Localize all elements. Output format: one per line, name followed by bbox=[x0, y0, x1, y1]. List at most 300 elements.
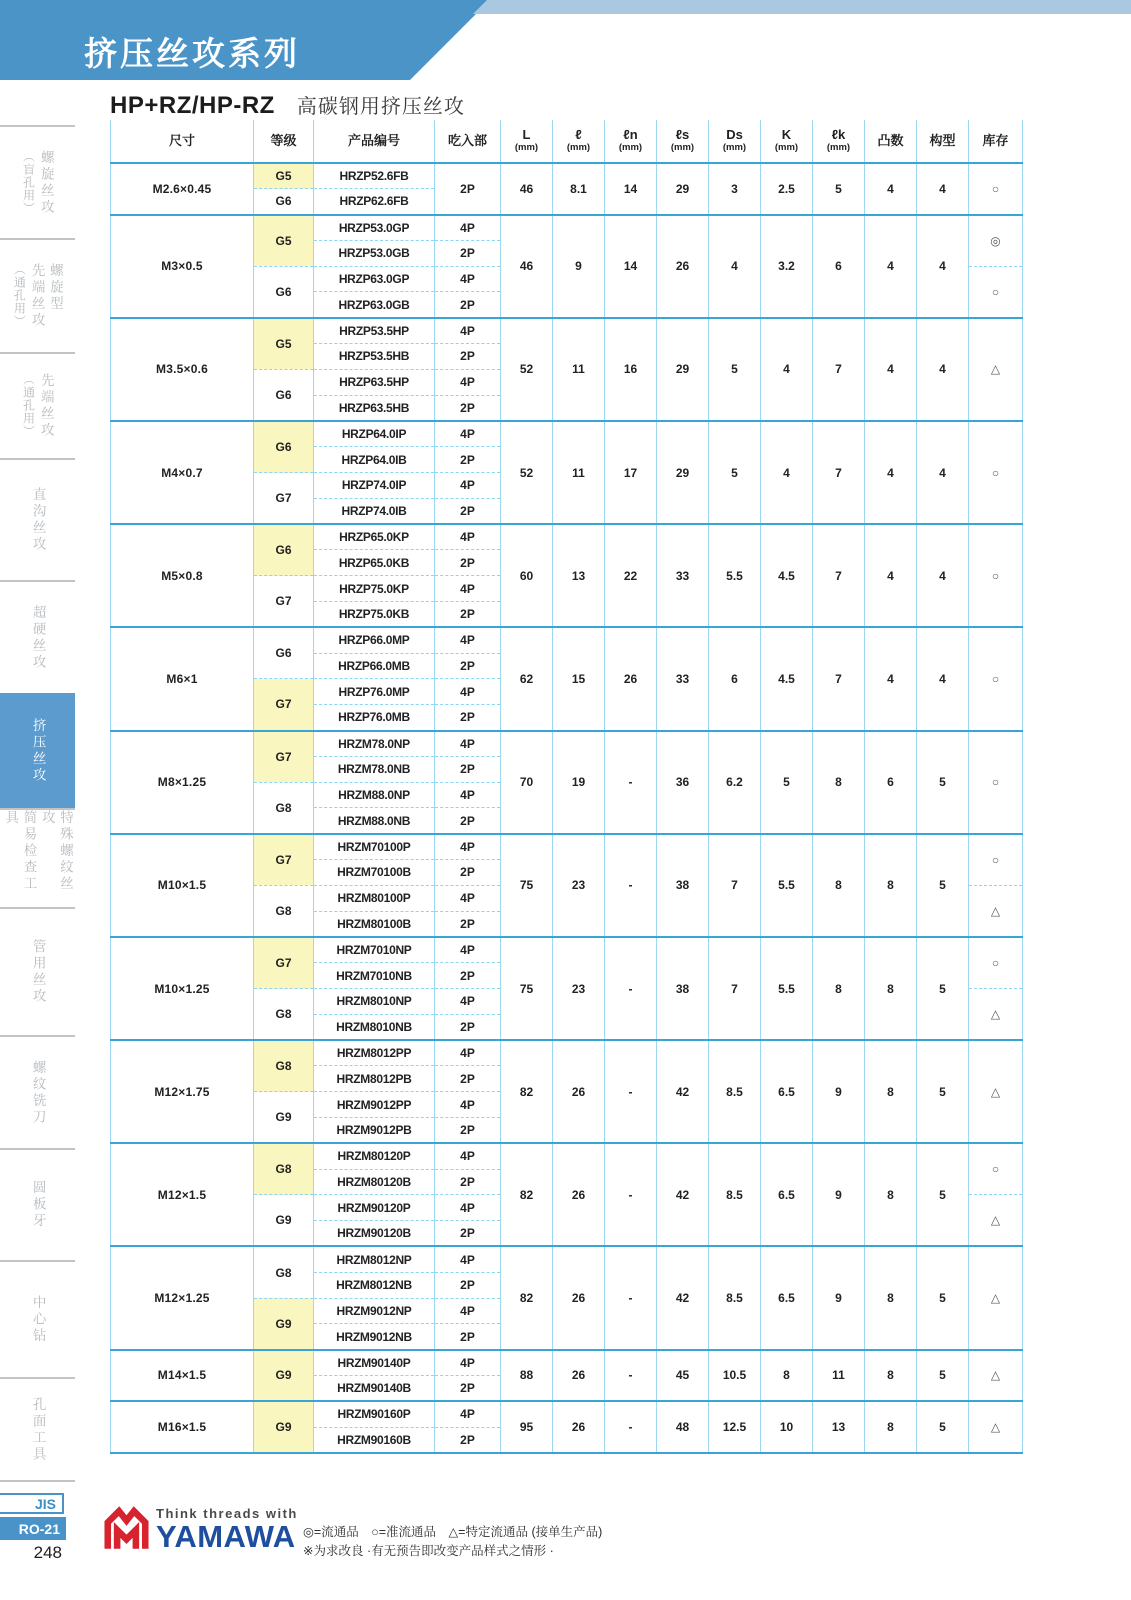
sidebar-label-column: 直沟丝攻 bbox=[30, 487, 46, 553]
stock-cell: ○ bbox=[969, 627, 1023, 730]
size-group bbox=[111, 524, 1023, 627]
value-cell-3: 29 bbox=[657, 318, 709, 421]
size-group bbox=[111, 318, 1023, 421]
sidebar-item-9 bbox=[0, 1148, 75, 1260]
value-cell-7: 8 bbox=[865, 1040, 917, 1143]
chamfer-cell: 4P bbox=[435, 1040, 501, 1066]
grade-cell: G9 bbox=[254, 1092, 314, 1144]
product-code-cell: HRZP63.0GP bbox=[314, 266, 435, 292]
product-code-cell: HRZP63.5HP bbox=[314, 369, 435, 395]
chamfer-cell: 2P bbox=[435, 1427, 501, 1453]
grade-cell: G5 bbox=[254, 318, 314, 370]
product-code-cell: HRZM80120P bbox=[314, 1143, 435, 1169]
grade-cell: G8 bbox=[254, 1143, 314, 1195]
value-cell-2: - bbox=[605, 731, 657, 834]
sidebar-item-label bbox=[28, 605, 46, 671]
value-cell-5: 5 bbox=[761, 731, 813, 834]
product-code-cell: HRZP75.0KP bbox=[314, 576, 435, 602]
stock-cell: ○ bbox=[969, 834, 1023, 886]
product-code-cell: HRZM90120B bbox=[314, 1221, 435, 1247]
col-header-2 bbox=[314, 120, 435, 163]
value-cell-4: 8.5 bbox=[709, 1246, 761, 1349]
col-header-6 bbox=[605, 120, 657, 163]
value-cell-5: 6.5 bbox=[761, 1040, 813, 1143]
value-cell-4: 12.5 bbox=[709, 1401, 761, 1453]
size-group bbox=[111, 1246, 1023, 1349]
stock-cell: ○ bbox=[969, 731, 1023, 834]
value-cell-6: 8 bbox=[813, 731, 865, 834]
sidebar-item-label bbox=[28, 1295, 46, 1345]
product-code-cell: HRZM9012NB bbox=[314, 1324, 435, 1350]
sidebar-item-label bbox=[20, 150, 54, 216]
value-cell-1: 23 bbox=[553, 937, 605, 1040]
chamfer-cell: 2P bbox=[435, 1375, 501, 1401]
value-cell-3: 29 bbox=[657, 421, 709, 524]
product-code-cell: HRZM90120P bbox=[314, 1195, 435, 1221]
value-cell-0: 46 bbox=[501, 215, 553, 318]
value-cell-6: 9 bbox=[813, 1040, 865, 1143]
grade-cell: G6 bbox=[254, 524, 314, 576]
table-row bbox=[111, 163, 1023, 189]
sidebar-item-7 bbox=[0, 907, 75, 1035]
value-cell-5: 3.2 bbox=[761, 215, 813, 318]
table-row bbox=[111, 421, 1023, 447]
size-cell: M6×1 bbox=[111, 627, 254, 730]
value-cell-1: 13 bbox=[553, 524, 605, 627]
value-cell-8: 4 bbox=[917, 163, 969, 215]
value-cell-5: 8 bbox=[761, 1350, 813, 1402]
sidebar-item-label bbox=[1, 810, 74, 907]
chamfer-cell: 2P bbox=[435, 1169, 501, 1195]
value-cell-8: 5 bbox=[917, 937, 969, 1040]
product-code-cell: HRZM78.0NB bbox=[314, 756, 435, 782]
col-header-label: 吃入部 bbox=[447, 132, 487, 148]
value-cell-4: 8.5 bbox=[709, 1143, 761, 1246]
value-cell-1: 26 bbox=[553, 1143, 605, 1246]
value-cell-2: 26 bbox=[605, 627, 657, 730]
size-cell: M2.6×0.45 bbox=[111, 163, 254, 215]
chamfer-cell: 2P bbox=[435, 756, 501, 782]
chamfer-cell: 4P bbox=[435, 369, 501, 395]
grade-cell: G7 bbox=[254, 473, 314, 525]
chamfer-cell: 4P bbox=[435, 989, 501, 1015]
col-header-label: 产品编号 bbox=[347, 132, 400, 148]
value-cell-8: 5 bbox=[917, 731, 969, 834]
product-code-cell: HRZM80100B bbox=[314, 911, 435, 937]
value-cell-3: 48 bbox=[657, 1401, 709, 1453]
sidebar-label-column: 螺旋丝攻 bbox=[38, 149, 54, 216]
sidebar-item-11 bbox=[0, 1377, 75, 1482]
product-code-cell: HRZM7010NB bbox=[314, 963, 435, 989]
page-number: 248 bbox=[33, 1543, 62, 1562]
sidebar-label-paren: （通孔用） bbox=[21, 373, 36, 438]
value-cell-7: 4 bbox=[865, 421, 917, 524]
product-code-cell: HRZP66.0MP bbox=[314, 627, 435, 653]
value-cell-7: 4 bbox=[865, 163, 917, 215]
yamawa-logo bbox=[104, 1506, 298, 1552]
size-cell: M5×0.8 bbox=[111, 524, 254, 627]
sidebar-label-column: 先端丝攻 bbox=[38, 373, 54, 439]
chamfer-cell: 4P bbox=[435, 421, 501, 447]
stock-cell: ○ bbox=[969, 421, 1023, 524]
product-code-cell: HRZM80100P bbox=[314, 885, 435, 911]
value-cell-2: 14 bbox=[605, 163, 657, 215]
table-row bbox=[111, 937, 1023, 963]
col-header-label: ℓs bbox=[675, 127, 690, 143]
sidebar-item-0 bbox=[0, 125, 75, 238]
value-cell-6: 7 bbox=[813, 421, 865, 524]
chamfer-cell: 2P bbox=[435, 808, 501, 834]
product-code-cell: HRZM8012NP bbox=[314, 1246, 435, 1272]
value-cell-4: 4 bbox=[709, 215, 761, 318]
col-header-10 bbox=[813, 120, 865, 163]
value-cell-0: 46 bbox=[501, 163, 553, 215]
value-cell-0: 82 bbox=[501, 1143, 553, 1246]
value-cell-3: 29 bbox=[657, 163, 709, 215]
product-code-cell: HRZM78.0NP bbox=[314, 731, 435, 757]
sidebar-item-10 bbox=[0, 1260, 75, 1377]
sidebar-label-column: 孔面工具 bbox=[30, 1396, 46, 1463]
chamfer-cell: 2P bbox=[435, 1014, 501, 1040]
grade-cell: G6 bbox=[254, 627, 314, 679]
grade-cell: G7 bbox=[254, 576, 314, 628]
chamfer-cell: 2P bbox=[435, 240, 501, 266]
grade-cell: G9 bbox=[254, 1298, 314, 1350]
header-row bbox=[111, 120, 1023, 163]
value-cell-4: 7 bbox=[709, 834, 761, 937]
product-code-cell: HRZP74.0IB bbox=[314, 498, 435, 524]
chamfer-cell: 2P bbox=[435, 163, 501, 215]
size-group bbox=[111, 421, 1023, 524]
product-code-cell: HRZM90160B bbox=[314, 1427, 435, 1453]
product-code-cell: HRZP53.5HP bbox=[314, 318, 435, 344]
value-cell-6: 8 bbox=[813, 834, 865, 937]
chamfer-cell: 2P bbox=[435, 447, 501, 473]
col-header-label: 凸数 bbox=[877, 132, 904, 148]
value-cell-7: 4 bbox=[865, 627, 917, 730]
jis-tab: JIS bbox=[0, 1493, 64, 1514]
value-cell-3: 42 bbox=[657, 1246, 709, 1349]
value-cell-1: 15 bbox=[553, 627, 605, 730]
chamfer-cell: 2P bbox=[435, 1066, 501, 1092]
brand-tagline: Think threads with bbox=[156, 1506, 298, 1521]
value-cell-6: 11 bbox=[813, 1350, 865, 1402]
value-cell-1: 26 bbox=[553, 1040, 605, 1143]
product-code-cell: HRZM88.0NP bbox=[314, 782, 435, 808]
product-code-cell: HRZP52.6FB bbox=[314, 163, 435, 189]
page-code-tab: RO-21 bbox=[0, 1517, 66, 1540]
col-header-label: ℓn bbox=[623, 127, 638, 143]
grade-cell: G5 bbox=[254, 163, 314, 189]
size-cell: M12×1.75 bbox=[111, 1040, 254, 1143]
grade-cell: G6 bbox=[254, 369, 314, 421]
sidebar-item-label bbox=[20, 373, 54, 439]
series-description: 高碳钢用挤压丝攻 bbox=[296, 96, 465, 118]
product-code-cell: HRZP62.6FB bbox=[314, 189, 435, 215]
sidebar-label-column: 超硬丝攻 bbox=[30, 604, 46, 671]
table-row bbox=[111, 1040, 1023, 1066]
value-cell-2: - bbox=[605, 834, 657, 937]
value-cell-0: 60 bbox=[501, 524, 553, 627]
value-cell-5: 4 bbox=[761, 318, 813, 421]
value-cell-1: 11 bbox=[553, 421, 605, 524]
chamfer-cell: 2P bbox=[435, 292, 501, 318]
series-subheader bbox=[110, 90, 465, 120]
sidebar-label-column: 挤压丝攻 bbox=[30, 717, 46, 784]
col-header-7 bbox=[657, 120, 709, 163]
product-code-cell: HRZP53.5HB bbox=[314, 344, 435, 370]
sidebar-label-paren: （通孔用） bbox=[12, 263, 27, 328]
grade-cell: G8 bbox=[254, 1246, 314, 1298]
category-sidebar bbox=[0, 0, 75, 1600]
value-cell-7: 8 bbox=[865, 1246, 917, 1349]
grade-cell: G9 bbox=[254, 1350, 314, 1402]
value-cell-7: 8 bbox=[865, 937, 917, 1040]
value-cell-8: 4 bbox=[917, 421, 969, 524]
chamfer-cell: 2P bbox=[435, 395, 501, 421]
sidebar-item-label bbox=[28, 1397, 46, 1463]
col-header-11 bbox=[865, 120, 917, 163]
value-cell-1: 26 bbox=[553, 1350, 605, 1402]
value-cell-3: 42 bbox=[657, 1040, 709, 1143]
value-cell-8: 4 bbox=[917, 627, 969, 730]
value-cell-3: 45 bbox=[657, 1350, 709, 1402]
value-cell-4: 3 bbox=[709, 163, 761, 215]
col-header-3 bbox=[435, 120, 501, 163]
col-header-9 bbox=[761, 120, 813, 163]
chamfer-cell: 2P bbox=[435, 550, 501, 576]
col-header-8 bbox=[709, 120, 761, 163]
col-header-label: 等级 bbox=[270, 132, 297, 148]
stock-cell: ◎ bbox=[969, 215, 1023, 267]
product-code-cell: HRZP65.0KP bbox=[314, 524, 435, 550]
product-code-cell: HRZP65.0KB bbox=[314, 550, 435, 576]
chamfer-cell: 4P bbox=[435, 576, 501, 602]
chamfer-cell: 4P bbox=[435, 1092, 501, 1118]
stock-cell: △ bbox=[969, 1040, 1023, 1143]
value-cell-5: 4 bbox=[761, 421, 813, 524]
size-cell: M3×0.5 bbox=[111, 215, 254, 318]
col-header-5 bbox=[553, 120, 605, 163]
value-cell-6: 9 bbox=[813, 1246, 865, 1349]
value-cell-3: 38 bbox=[657, 937, 709, 1040]
value-cell-5: 5.5 bbox=[761, 834, 813, 937]
grade-cell: G8 bbox=[254, 782, 314, 834]
product-code-cell: HRZM9012NP bbox=[314, 1298, 435, 1324]
value-cell-5: 5.5 bbox=[761, 937, 813, 1040]
chamfer-cell: 4P bbox=[435, 1401, 501, 1427]
chamfer-cell: 4P bbox=[435, 1298, 501, 1324]
table-row bbox=[111, 1401, 1023, 1427]
stock-cell: △ bbox=[969, 1401, 1023, 1453]
value-cell-6: 7 bbox=[813, 524, 865, 627]
grade-cell: G7 bbox=[254, 679, 314, 731]
chamfer-cell: 2P bbox=[435, 860, 501, 886]
stock-cell: ○ bbox=[969, 937, 1023, 989]
sidebar-label-column: 螺纹铣刀 bbox=[30, 1059, 46, 1126]
product-code-cell: HRZM90140B bbox=[314, 1375, 435, 1401]
col-header-0 bbox=[111, 120, 254, 163]
chamfer-cell: 4P bbox=[435, 1246, 501, 1272]
col-header-4 bbox=[501, 120, 553, 163]
chamfer-cell: 2P bbox=[435, 1117, 501, 1143]
product-code-cell: HRZM80120B bbox=[314, 1169, 435, 1195]
yamawa-emblem-icon bbox=[104, 1506, 149, 1552]
sidebar-item-label bbox=[11, 263, 64, 329]
stock-cell: △ bbox=[969, 1246, 1023, 1349]
size-cell: M16×1.5 bbox=[111, 1401, 254, 1453]
stock-cell: △ bbox=[969, 318, 1023, 421]
value-cell-7: 4 bbox=[865, 318, 917, 421]
value-cell-7: 8 bbox=[865, 1401, 917, 1453]
value-cell-0: 95 bbox=[501, 1401, 553, 1453]
value-cell-0: 62 bbox=[501, 627, 553, 730]
table-row bbox=[111, 215, 1023, 241]
brand-name: YAMAWA bbox=[156, 1519, 296, 1554]
col-header-label: K bbox=[781, 127, 792, 143]
value-cell-4: 6.2 bbox=[709, 731, 761, 834]
chamfer-cell: 4P bbox=[435, 679, 501, 705]
col-header-label: L bbox=[522, 127, 531, 143]
col-header-unit: (mm) bbox=[722, 142, 747, 154]
value-cell-7: 8 bbox=[865, 1350, 917, 1402]
chamfer-cell: 4P bbox=[435, 885, 501, 911]
value-cell-3: 38 bbox=[657, 834, 709, 937]
col-header-unit: (mm) bbox=[774, 142, 799, 154]
size-group bbox=[111, 163, 1023, 215]
table-row bbox=[111, 1350, 1023, 1376]
value-cell-6: 5 bbox=[813, 163, 865, 215]
product-code-cell: HRZP66.0MB bbox=[314, 653, 435, 679]
chamfer-cell: 4P bbox=[435, 266, 501, 292]
size-cell: M10×1.25 bbox=[111, 937, 254, 1040]
yamawa-wordmark bbox=[156, 1506, 298, 1552]
table-row bbox=[111, 1246, 1023, 1272]
value-cell-3: 33 bbox=[657, 524, 709, 627]
product-code-cell: HRZM90160P bbox=[314, 1401, 435, 1427]
value-cell-6: 8 bbox=[813, 937, 865, 1040]
col-header-1 bbox=[254, 120, 314, 163]
page-title: 挤压丝攻系列 bbox=[84, 35, 300, 72]
product-code-cell: HRZP75.0KB bbox=[314, 602, 435, 628]
chamfer-cell: 2P bbox=[435, 653, 501, 679]
chamfer-cell: 4P bbox=[435, 1195, 501, 1221]
value-cell-6: 7 bbox=[813, 318, 865, 421]
sidebar-label-column: 管用丝攻 bbox=[30, 939, 46, 1005]
value-cell-6: 9 bbox=[813, 1143, 865, 1246]
stock-cell: ○ bbox=[969, 163, 1023, 215]
value-cell-0: 75 bbox=[501, 937, 553, 1040]
size-group bbox=[111, 937, 1023, 1040]
product-code-cell: HRZM8012PB bbox=[314, 1066, 435, 1092]
size-cell: M4×0.7 bbox=[111, 421, 254, 524]
table-row bbox=[111, 834, 1023, 860]
col-header-label: 构型 bbox=[929, 132, 956, 148]
grade-cell: G8 bbox=[254, 989, 314, 1041]
value-cell-3: 42 bbox=[657, 1143, 709, 1246]
value-cell-8: 5 bbox=[917, 1401, 969, 1453]
col-header-label: ℓk bbox=[831, 127, 846, 143]
value-cell-4: 7 bbox=[709, 937, 761, 1040]
value-cell-5: 2.5 bbox=[761, 163, 813, 215]
table-row bbox=[111, 318, 1023, 344]
grade-cell: G6 bbox=[254, 266, 314, 318]
header-banner-strip bbox=[473, 0, 1131, 14]
size-group bbox=[111, 1143, 1023, 1246]
chamfer-cell: 2P bbox=[435, 498, 501, 524]
product-code-cell: HRZM8010NB bbox=[314, 1014, 435, 1040]
value-cell-0: 52 bbox=[501, 318, 553, 421]
value-cell-1: 23 bbox=[553, 834, 605, 937]
table-row bbox=[111, 524, 1023, 550]
size-cell: M3.5×0.6 bbox=[111, 318, 254, 421]
value-cell-2: 22 bbox=[605, 524, 657, 627]
value-cell-5: 4.5 bbox=[761, 627, 813, 730]
value-cell-8: 5 bbox=[917, 1143, 969, 1246]
size-group bbox=[111, 215, 1023, 318]
size-cell: M12×1.5 bbox=[111, 1143, 254, 1246]
value-cell-2: 16 bbox=[605, 318, 657, 421]
value-cell-4: 6 bbox=[709, 627, 761, 730]
size-group bbox=[111, 731, 1023, 834]
value-cell-8: 4 bbox=[917, 215, 969, 318]
stock-cell: △ bbox=[969, 989, 1023, 1041]
grade-cell: G6 bbox=[254, 189, 314, 215]
value-cell-4: 8.5 bbox=[709, 1040, 761, 1143]
sidebar-label-column: 圆板牙 bbox=[30, 1180, 46, 1230]
product-code-cell: HRZP63.0GB bbox=[314, 292, 435, 318]
sidebar-label-column: 先端丝攻 bbox=[29, 263, 45, 329]
value-cell-2: 14 bbox=[605, 215, 657, 318]
value-cell-5: 10 bbox=[761, 1401, 813, 1453]
value-cell-0: 75 bbox=[501, 834, 553, 937]
grade-cell: G7 bbox=[254, 731, 314, 783]
sidebar-item-label bbox=[28, 939, 46, 1005]
chamfer-cell: 4P bbox=[435, 215, 501, 241]
col-header-unit: (mm) bbox=[514, 142, 539, 154]
value-cell-3: 33 bbox=[657, 627, 709, 730]
value-cell-3: 36 bbox=[657, 731, 709, 834]
value-cell-4: 5 bbox=[709, 421, 761, 524]
chamfer-cell: 2P bbox=[435, 344, 501, 370]
value-cell-7: 4 bbox=[865, 215, 917, 318]
size-group bbox=[111, 1040, 1023, 1143]
grade-cell: G7 bbox=[254, 937, 314, 989]
stock-cell: △ bbox=[969, 885, 1023, 937]
product-code-cell: HRZM8012NB bbox=[314, 1272, 435, 1298]
product-code-cell: HRZM70100B bbox=[314, 860, 435, 886]
disclaimer-note: ※为求改良 ·有无预告即改变产品样式之情形 · bbox=[303, 1544, 554, 1559]
sidebar-label-column: 中心钻 bbox=[30, 1294, 46, 1345]
value-cell-2: - bbox=[605, 1143, 657, 1246]
grade-cell: G9 bbox=[254, 1195, 314, 1247]
value-cell-2: - bbox=[605, 1040, 657, 1143]
sidebar-label-column: 螺旋型 bbox=[47, 263, 63, 313]
value-cell-1: 26 bbox=[553, 1246, 605, 1349]
chamfer-cell: 4P bbox=[435, 473, 501, 499]
product-code-cell: HRZP64.0IB bbox=[314, 447, 435, 473]
value-cell-6: 13 bbox=[813, 1401, 865, 1453]
chamfer-cell: 4P bbox=[435, 782, 501, 808]
table-row bbox=[111, 731, 1023, 757]
value-cell-5: 4.5 bbox=[761, 524, 813, 627]
series-code: HP+RZ/HP-RZ bbox=[110, 92, 275, 119]
stock-cell: ○ bbox=[969, 266, 1023, 318]
value-cell-0: 52 bbox=[501, 421, 553, 524]
spec-table-header bbox=[111, 120, 1023, 163]
col-header-unit: (mm) bbox=[826, 142, 851, 154]
value-cell-8: 4 bbox=[917, 524, 969, 627]
